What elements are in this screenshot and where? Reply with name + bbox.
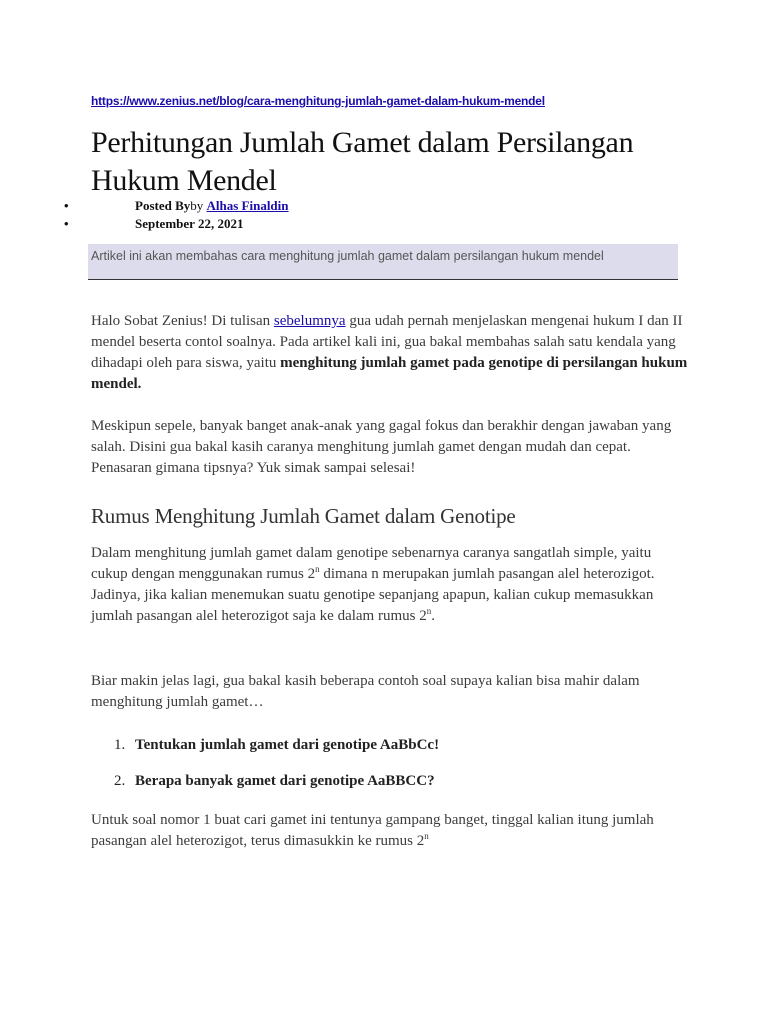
question-text: Tentukan jumlah gamet dari genotipe AaBbCc! [135,737,440,753]
article-title: Perhitungan Jumlah Gamet dalam Persilangan Hukum Mendel [91,126,634,197]
posted-by-label: Posted By [135,198,191,213]
text-segment: . [431,608,435,624]
section-paragraph-3 [91,810,691,852]
article-url-link[interactable]: https://www.zenius.net/blog/cara-menghitung-jumlah-gamet-dalam-hukum-mendel [91,94,545,108]
section-paragraph-2: Biar makin jelas lagi, gua bakal kasih beberapa contoh soal supaya kalian bisa mahir dalam menghitung jumlah gamet… [91,673,640,710]
intro-paragraph-1 [91,311,691,395]
by-label: by [190,198,207,213]
question-text: Berapa banyak gamet dari genotipe AaBBCC? [135,773,435,789]
list-bullet: • [64,216,69,231]
article-summary-box [88,244,678,280]
previous-article-link[interactable]: sebelumnya [273,313,346,329]
list-bullet: • [64,198,69,213]
superscript-n: n [426,606,432,616]
list-number: 2. [114,773,126,789]
article-summary-text: Artikel ini akan membahas cara menghitung jumlah gamet dalam persilangan hukum mendel [91,249,604,263]
intro-paragraph-2: Meskipun sepele, banyak banget anak-anak yang gagal fokus dan berakhir dengan jawaban yang salah. Disini gua bakal kasih caranya menghitung jumlah gamet dengan mudah dan cepat. Penasaran gimana tipsnya? Yuk simak sampai selesai! [91,418,672,476]
text-segment: Dalam menghitung jumlah gamet dalam genotipe sebenarnya caranya sangatlah simple, yaitu cukup dengan menggunakan rumus 2 [91,545,652,582]
section-paragraph-1 [91,543,691,627]
superscript-n: n [424,831,429,841]
superscript-n: n [315,564,320,574]
text-segment: Halo Sobat Zenius! Di tulisan [91,313,274,329]
text-segment: dimana n merupakan jumlah pasangan alel heterozigot. Jadinya, jika kalian menemukan suatu genotipe sepanjang apapun, kalian cukup memasukkan jumlah pasangan alel heterozigot saja ke dalam rumus 2 [91,566,655,624]
text-segment: gua udah pernah menjelaskan mengenai hukum I dan II mendel beserta contol soalnya. Pada artikel kali ini, gua bakal membahas salah satu kendala yang dihadapi oleh para siswa, yaitu [91,313,683,371]
bold-text-segment: menghitung jumlah gamet pada genotipe di persilangan hukum mendel. [91,355,688,392]
post-date: September 22, 2021 [135,216,244,231]
section-heading: Rumus Menghitung Jumlah Gamet dalam Genotipe [91,504,516,528]
text-segment: Untuk soal nomor 1 buat cari gamet ini tentunya gampang banget, tinggal kalian itung jumlah pasangan alel heterozigot, terus dimasukkin ke rumus 2 [91,812,654,849]
author-link[interactable]: Alhas Finaldin [206,198,289,213]
list-number: 1. [114,737,126,753]
